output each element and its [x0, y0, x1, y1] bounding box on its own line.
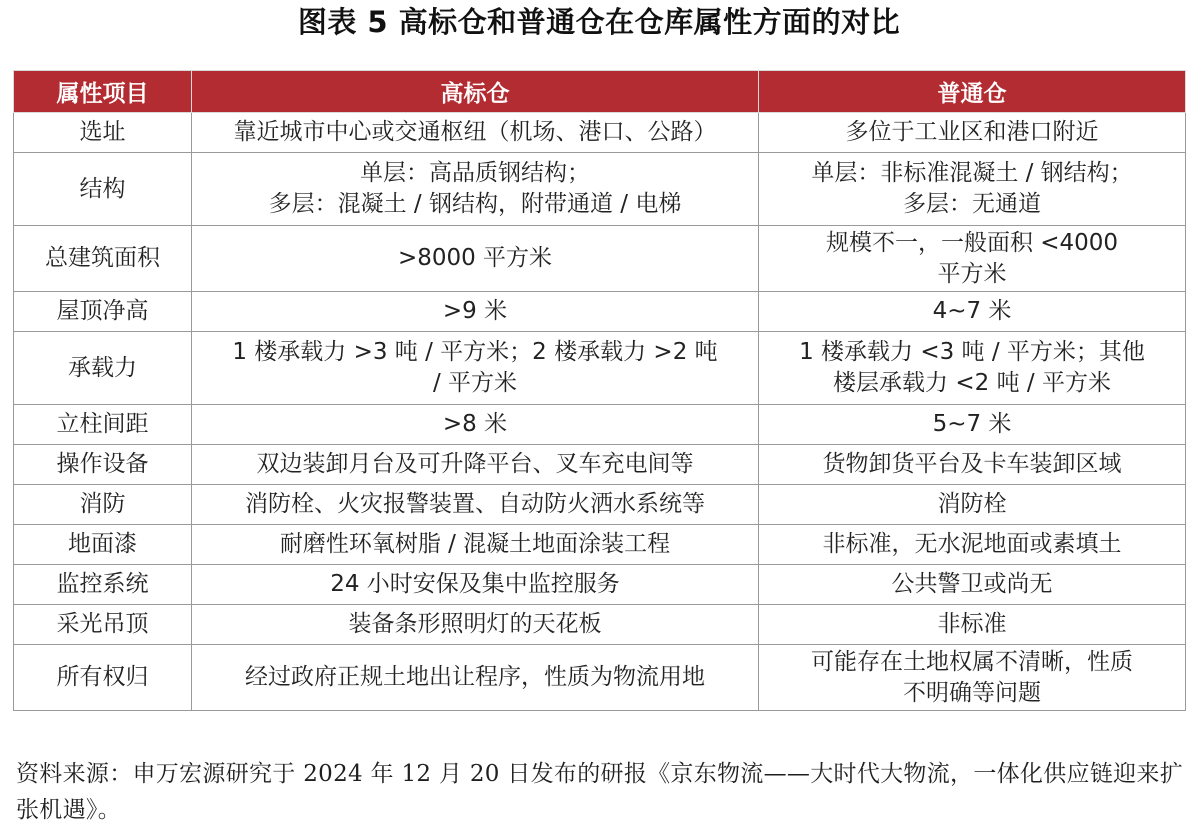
high-standard-cell: 靠近城市中心或交通枢纽（机场、港口、公路）: [192, 113, 759, 153]
table-row: [14, 153, 1186, 226]
attribute-cell: 选址: [14, 113, 192, 153]
ordinary-cell: 多位于工业区和港口附近: [759, 113, 1186, 153]
attribute-cell: 操作设备: [14, 445, 192, 485]
ordinary-cell: 单层：非标准混凝土 / 钢结构； 多层：无通道: [759, 153, 1186, 226]
table-row: [14, 485, 1186, 525]
high-standard-cell: 1 楼承载力 >3 吨 / 平方米；2 楼承载力 >2 吨 / 平方米: [192, 332, 759, 405]
header-high-standard: 高标仓: [192, 71, 759, 113]
table-header-row: [14, 71, 1186, 113]
attribute-cell: 所有权归: [14, 645, 192, 711]
header-attribute: 属性项目: [14, 71, 192, 113]
comparison-table: [13, 70, 1186, 711]
high-standard-cell: 单层：高品质钢结构； 多层：混凝土 / 钢结构，附带通道 / 电梯: [192, 153, 759, 226]
ordinary-cell: 4~7 米: [759, 292, 1186, 332]
high-standard-cell: 24 小时安保及集中监控服务: [192, 565, 759, 605]
high-standard-cell: 装备条形照明灯的天花板: [192, 605, 759, 645]
header-ordinary: 普通仓: [759, 71, 1186, 113]
source-note: 资料来源：申万宏源研究于 2024 年 12 月 20 日发布的研报《京东物流——大时代大物流，一体化供应链迎来扩张机遇》。: [16, 761, 1184, 823]
attribute-cell: 采光吊顶: [14, 605, 192, 645]
table-row: [14, 226, 1186, 292]
attribute-cell: 地面漆: [14, 525, 192, 565]
high-standard-cell: >8 米: [192, 405, 759, 445]
table-row: [14, 292, 1186, 332]
ordinary-cell: 货物卸货平台及卡车装卸区域: [759, 445, 1186, 485]
ordinary-cell: 可能存在土地权属不清晰，性质 不明确等问题: [759, 645, 1186, 711]
high-standard-cell: 双边装卸月台及可升降平台、叉车充电间等: [192, 445, 759, 485]
table-row: [14, 565, 1186, 605]
attribute-cell: 屋顶净高: [14, 292, 192, 332]
table-row: [14, 332, 1186, 405]
table-row: [14, 645, 1186, 711]
ordinary-cell: 公共警卫或尚无: [759, 565, 1186, 605]
table-row: [14, 445, 1186, 485]
high-standard-cell: 耐磨性环氧树脂 / 混凝土地面涂装工程: [192, 525, 759, 565]
ordinary-cell: 5~7 米: [759, 405, 1186, 445]
ordinary-cell: 规模不一，一般面积 <4000 平方米: [759, 226, 1186, 292]
attribute-cell: 立柱间距: [14, 405, 192, 445]
ordinary-cell: 1 楼承载力 <3 吨 / 平方米；其他 楼层承载力 <2 吨 / 平方米: [759, 332, 1186, 405]
attribute-cell: 监控系统: [14, 565, 192, 605]
high-standard-cell: 消防栓、火灾报警装置、自动防火洒水系统等: [192, 485, 759, 525]
attribute-cell: 总建筑面积: [14, 226, 192, 292]
attribute-cell: 承载力: [14, 332, 192, 405]
attribute-cell: 消防: [14, 485, 192, 525]
table-row: [14, 605, 1186, 645]
high-standard-cell: >9 米: [192, 292, 759, 332]
table-row: [14, 405, 1186, 445]
table-row: [14, 525, 1186, 565]
high-standard-cell: 经过政府正规土地出让程序，性质为物流用地: [192, 645, 759, 711]
high-standard-cell: >8000 平方米: [192, 226, 759, 292]
table-row: [14, 113, 1186, 153]
ordinary-cell: 消防栓: [759, 485, 1186, 525]
ordinary-cell: 非标准: [759, 605, 1186, 645]
ordinary-cell: 非标准，无水泥地面或素填土: [759, 525, 1186, 565]
attribute-cell: 结构: [14, 153, 192, 226]
figure-title: 图表 5 高标仓和普通仓在仓库属性方面的对比: [297, 5, 901, 39]
